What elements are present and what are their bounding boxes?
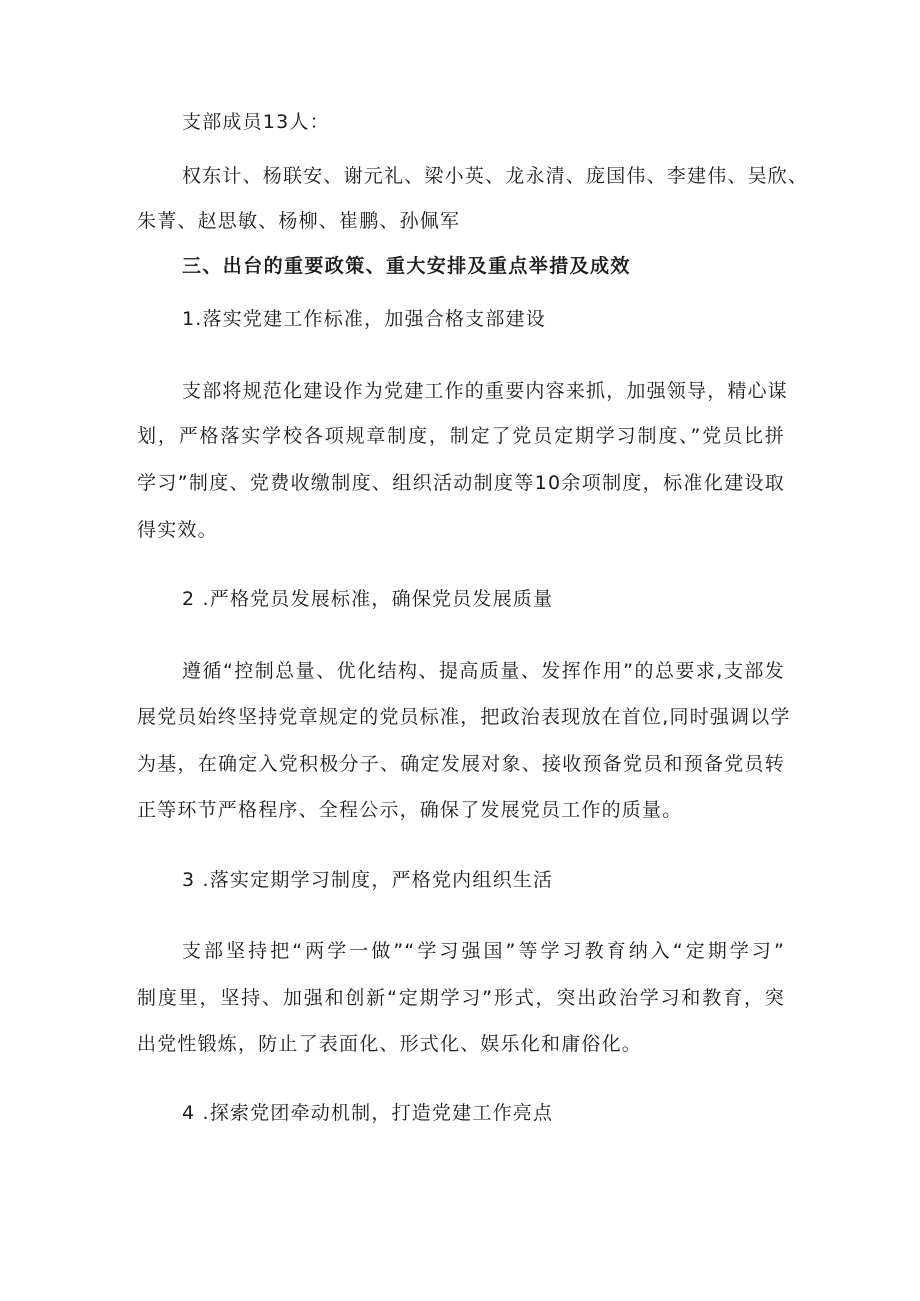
section-heading: 三、出台的重要政策、重大安排及重点举措及成效: [182, 255, 631, 277]
members-line-2: 朱菁、赵思敏、杨柳、崔鹏、孙佩军: [137, 210, 461, 232]
item-2-line-2: 展党员始终坚持党章规定的党员标准，把政治表现放在首位,同时强调以学: [137, 706, 791, 728]
item-1-line-3: 学习”制度、党费收缴制度、组织活动制度等10余项制度，标准化建设取: [137, 472, 785, 494]
members-label: 支部成员13人：: [182, 111, 330, 133]
item-3-title: 3 .落实定期学习制度，严格党内组织生活: [182, 869, 554, 891]
item-1-line-4: 得实效。: [137, 519, 218, 541]
item-1-title: 1.落实党建工作标准，加强合格支部建设: [182, 308, 546, 330]
members-line-1: 权东计、杨联安、谢元礼、梁小英、龙永清、庞国伟、李建伟、吴欣、: [182, 165, 809, 187]
item-1-line-1: 支部将规范化建设作为党建工作的重要内容来抓，加强领导，精心谋: [182, 380, 789, 402]
item-1-line-2: 划，严格落实学校各项规章制度，制定了党员定期学习制度、”党员比拼: [137, 425, 785, 447]
item-4-title: 4 .探索党团牵动机制，打造党建工作亮点: [182, 1102, 554, 1124]
item-2-line-4: 正等环节严格程序、全程公示，确保了发展党员工作的质量。: [137, 799, 683, 821]
item-3-line-2: 制度里，坚持、加强和创新“定期学习”形式，突出政治学习和教育，突: [137, 987, 785, 1009]
item-2-title: 2 .严格党员发展标准，确保党员发展质量: [182, 588, 554, 610]
item-3-line-3: 出党性锻炼，防止了表面化、形式化、娱乐化和庸俗化。: [137, 1033, 643, 1055]
item-2-line-3: 为基，在确定入党积极分子、确定发展对象、接收预备党员和预备党员转: [137, 753, 785, 775]
item-2-line-1: 遵循“控制总量、优化结构、提高质量、发挥作用”的总要求,支部发: [182, 660, 785, 682]
item-3-line-1: 支部坚持把“两学一做”“学习强国”等学习教育纳入“定期学习”: [182, 940, 785, 962]
